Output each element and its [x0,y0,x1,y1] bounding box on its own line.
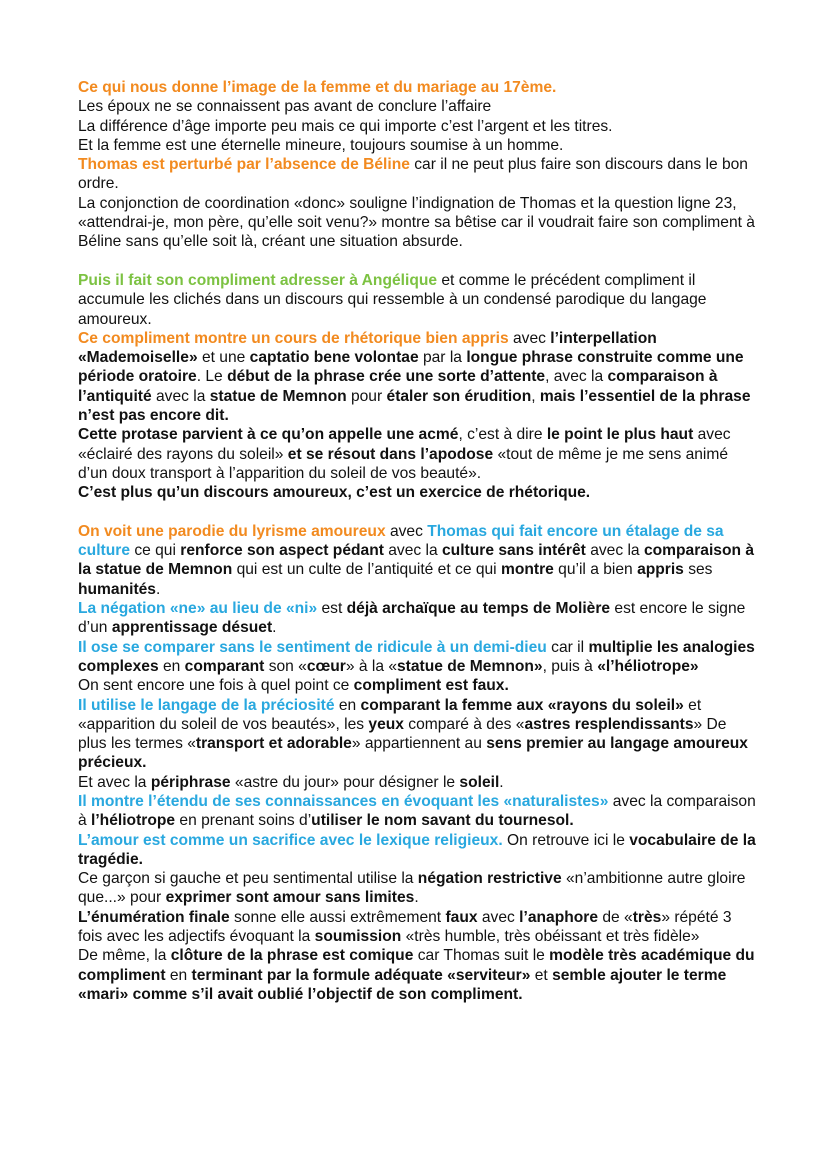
text-run: est [317,600,347,618]
bold-run: comparaison à la statue de Memnon [78,542,754,579]
highlight-orange: On voit une parodie du lyrisme amoureux [78,522,386,540]
bold-run: mais l’essentiel de la phrase n’est pas encore dit. [78,387,751,425]
bold-run: périphrase [150,773,231,791]
text-run: «tout de même je me sens animé d’un doux transport à l’apparition du soleil de vos beauté». [78,445,729,482]
bold-run: statue de Memnon [209,387,347,405]
text-paragraph [78,946,758,1004]
text-run: , c’est à dire [458,426,547,444]
text-paragraph [78,329,758,425]
bold-run: négation restrictive [417,870,562,888]
text-paragraph [78,522,758,599]
text-run: son « [264,657,307,675]
bold-run: renforce son aspect pédant [180,542,384,560]
text-run: car il [546,638,589,656]
text-run: pour [346,387,387,405]
bold-run: longue phrase construite comme une période oratoire [78,349,744,386]
text-run: On retrouve ici le [502,831,630,849]
text-run: , avec la [545,368,608,386]
highlight-orange: Ce compliment montre un cours de rhétorique bien appris [78,329,509,347]
bold-run: faux [445,908,478,926]
bold-run: humanités [78,580,156,598]
text-run: avec la [383,542,442,560]
bold-run: apprentissage désuet [111,619,273,637]
text-paragraph [78,425,758,483]
heading-image-femme [78,78,758,97]
bold-run: très [632,908,662,926]
bold-run: multiplie les analogies complexes [78,638,755,675]
text-run: avec [508,329,551,347]
bold-run: «l’héliotrope» [597,657,699,675]
text-run: avec la [585,542,644,560]
highlight-orange: Ce qui nous donne l’image de la femme et du mariage au 17ème. [78,79,557,96]
highlight-blue: Thomas qui fait encore un étalage de sa culture [78,522,724,560]
text-paragraph [78,908,758,947]
text-run: en prenant soins d’ [175,812,312,830]
text-run: , puis à [542,657,598,675]
text-paragraph [78,792,758,831]
section-mariage [78,78,758,252]
bold-run: Cette protase parvient à ce qu’on appelle une acmé [78,426,459,444]
text-run: «n’ambitionne autre gloire que...» pour [78,870,746,907]
text-run: avec «éclairé des rayons du soleil» [78,426,731,463]
highlight-blue: L’amour est comme un sacrifice avec le lexique religieux. [78,831,503,849]
text-run: et «apparition du soleil de vos beautés», les [78,696,702,733]
text-run: . [272,619,277,637]
bold-run: soleil [459,773,500,791]
text-run: » à la « [345,657,397,675]
text-run: ses [683,561,713,579]
text-run: . Le [196,368,228,386]
bold-run: captatio bene volontae [249,349,419,367]
bold-run: exprimer sont amour sans limites [165,889,415,907]
text-paragraph [78,483,758,502]
text-run: » De plus les termes « [78,715,727,753]
text-run: De même, la [78,947,171,965]
text-run: » répété 3 fois avec les adjectifs évoquant la [78,908,732,946]
highlight-orange: Thomas est perturbé par l’absence de Béline [78,156,410,174]
text-run: «très humble, très obéissant et très fidèle» [401,928,700,946]
text-run: avec [477,908,520,926]
text-run: , [531,387,540,405]
text-paragraph [78,869,758,908]
text-run: » appartiennent au [351,735,487,753]
bold-run: sens premier au langage amoureux précieux. [78,735,748,772]
text-run: ce qui [130,542,181,560]
bold-run: modèle très académique du compliment [78,947,755,984]
text-run: car il ne peut plus faire son discours dans le bon ordre. [78,156,748,193]
bold-run: le point le plus haut [546,426,694,444]
highlight-blue: La négation «ne» au lieu de «ni» [78,600,318,618]
paragraph-gap [78,503,758,522]
bold-run: semble ajouter le terme «mari» comme s’il avait oublié l’objectif de son compliment. [78,966,727,1003]
document-page [78,78,758,1004]
text-run: avec [385,522,428,540]
text-run: avec la comparaison à [78,792,756,830]
text-line: Et la femme est une éternelle mineure, toujours soumise à un homme. [78,136,564,154]
text-line: Les époux ne se connaissent pas avant de conclure l’affaire [78,98,492,116]
section-compliment-angelique [78,271,758,503]
bold-run: culture sans intérêt [442,542,586,560]
bold-run: l’héliotrope [91,812,176,830]
text-paragraph: La conjonction de coordination «donc» souligne l’indignation de Thomas et la question ligne 23, «attendrai-je, mon père, qu’elle soit venu?» montre sa bêtise car il voudrait faire son compliment à Béline sans qu’elle soit là, créant une situation absurde. [78,194,755,251]
bold-run: vocabulaire de la tragédie. [78,831,756,868]
bold-run: yeux [368,715,404,733]
bold-run: début de la phrase crée une sorte d’attente [227,368,546,386]
text-paragraph [78,773,758,792]
text-run: Ce garçon si gauche et peu sentimental utilise la [78,870,418,888]
text-run: «astre du jour» pour désigner le [230,773,460,791]
bold-run: et se résout dans l’apodose [287,445,494,463]
text-run: et une [197,349,250,367]
paragraph-gap [78,252,758,271]
text-run: est encore le signe d’un [78,600,746,637]
text-run: Et avec la [78,773,151,791]
text-run: comparé à des « [403,715,525,733]
text-run: . [499,773,504,791]
text-run: qui est un culte de l’antiquité et ce qui [232,561,501,579]
bold-run: C’est plus qu’un discours amoureux, c’est un exercice de rhétorique. [78,484,591,502]
text-paragraph [78,155,758,194]
text-paragraph [78,696,758,773]
bold-run: montre [500,561,554,579]
bold-run: étaler son érudition [386,387,532,405]
text-run: avec la [151,387,210,405]
text-run: . [414,889,419,907]
text-run: sonne elle aussi extrêmement [229,908,446,926]
text-run: On sent encore une fois à quel point ce [78,677,354,695]
bold-run: comparant la femme aux «rayons du soleil» [360,696,684,714]
highlight-blue: Il ose se comparer sans le sentiment de ridicule à un demi-dieu [78,638,547,656]
bold-run: utiliser le nom savant du tournesol. [311,812,574,830]
text-run: de « [598,908,633,926]
bold-run: statue de Memnon» [397,657,543,675]
text-run: car Thomas suit le [413,947,550,965]
text-line: La différence d’âge importe peu mais ce qui importe c’est l’argent et les titres. [78,117,613,135]
bold-run: appris [637,561,684,579]
bold-run: cœur [306,657,346,675]
text-paragraph [78,831,758,870]
text-run: qu’il a bien [553,561,638,579]
text-run: et [530,966,553,984]
bold-run: clôture de la phrase est comique [170,947,414,965]
text-paragraph [78,271,758,329]
text-paragraph [78,676,758,695]
bold-run: l’interpellation «Mademoiselle» [78,329,657,367]
highlight-blue: Il montre l’étendu de ses connaissances en évoquant les «naturalistes» [78,792,609,810]
bold-run: comparant [184,657,265,675]
text-run: par la [418,349,467,367]
bold-run: transport et adorable [195,735,352,753]
text-paragraph [78,638,758,677]
bold-run: comparaison à l’antiquité [78,368,718,405]
bold-run: déjà archaïque au temps de Molière [346,600,611,618]
text-run: . [155,580,161,598]
bold-run: astres resplendissants [524,715,694,733]
text-paragraph [78,599,758,638]
bold-run: l’anaphore [519,908,599,926]
text-run: en [165,966,192,984]
text-run: en [158,657,185,675]
highlight-green: Puis il fait son compliment adresser à Angélique [78,271,438,289]
text-run: en [334,696,361,714]
text-run: et comme le précédent compliment il accumule les clichés dans un discours qui ressemble à un condensé parodique du langage amoureux. [78,271,707,328]
bold-run: L’énumération finale [78,908,230,926]
section-parodie-lyrisme [78,522,758,1004]
bold-run: terminant par la formule adéquate «serviteur» [191,966,531,984]
bold-run: compliment est faux. [353,677,509,695]
bold-run: soumission [314,928,402,946]
highlight-blue: Il utilise le langage de la préciosité [78,696,335,714]
